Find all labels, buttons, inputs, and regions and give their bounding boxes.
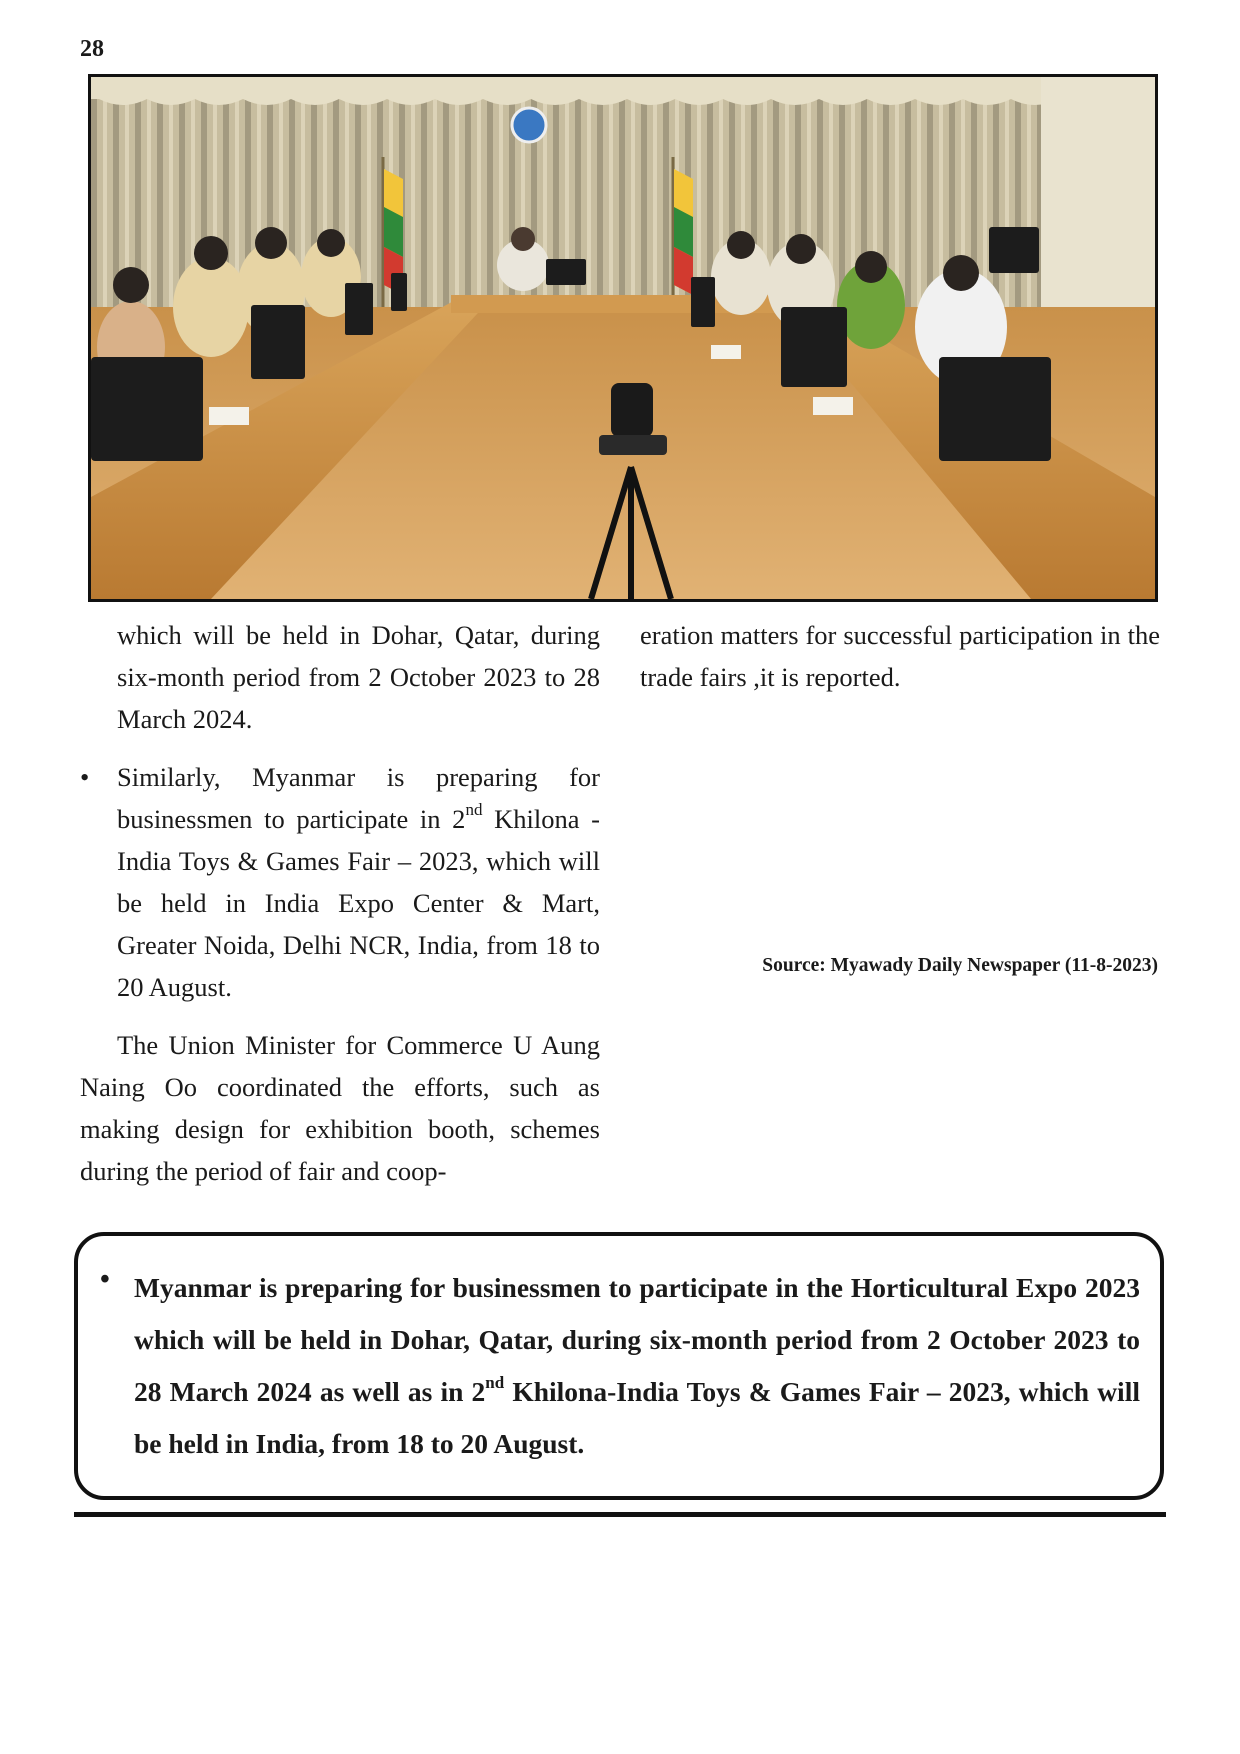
bottom-divider [74, 1512, 1166, 1517]
body-paragraph: The Union Minister for Commerce U Aung Naing Oo coordinated the efforts, such as making design for exhibition booth, schemes during the period of fair and coop- [80, 1030, 600, 1186]
right-column [640, 614, 1160, 698]
bullet-text-end: Khilona -India Toys & Games Fair – 2023, which will be held in India Expo Center & Mart, Greater Noida, Delhi NCR, India, from 18 to 20 August. [117, 804, 600, 1002]
continued-paragraph-end: eration matters for successful participation in the trade fairs ,it is reported. [640, 620, 1160, 692]
page-number: 28 [80, 36, 104, 62]
continued-paragraph: which will be held in Dohar, Qatar, during six-month period from 2 October 2023 to 28 March 2024. [117, 620, 600, 734]
summary-box [74, 1232, 1164, 1500]
summary-ordinal-suffix: nd [485, 1372, 505, 1392]
source-citation: Source: Myawady Daily Newspaper (11-8-2023) [762, 955, 1158, 976]
summary-text-start: Myanmar is preparing for businessmen to participate in the Horticultural Expo 2023 which will be held in Dohar, Qatar, during six-month period from 2 October 2023 to 28 March 2024 as well as in 2 [134, 1272, 1140, 1407]
bullet-marker: • [80, 762, 90, 792]
summary-bullet-marker: • [100, 1264, 110, 1295]
meeting-photo-icon [91, 77, 1155, 599]
ordinal-suffix: nd [465, 800, 483, 820]
meeting-photo [88, 74, 1158, 602]
bullet-item [80, 756, 600, 1008]
left-column [80, 614, 600, 1192]
summary-text-end: Khilona-India Toys & Games Fair – 2023, which will be held in India, from 18 to 20 August. [134, 1376, 1140, 1459]
bullet-text-start: Similarly, Myanmar is preparing for businessmen to participate in 2 [117, 762, 600, 834]
summary-text [134, 1262, 1140, 1470]
